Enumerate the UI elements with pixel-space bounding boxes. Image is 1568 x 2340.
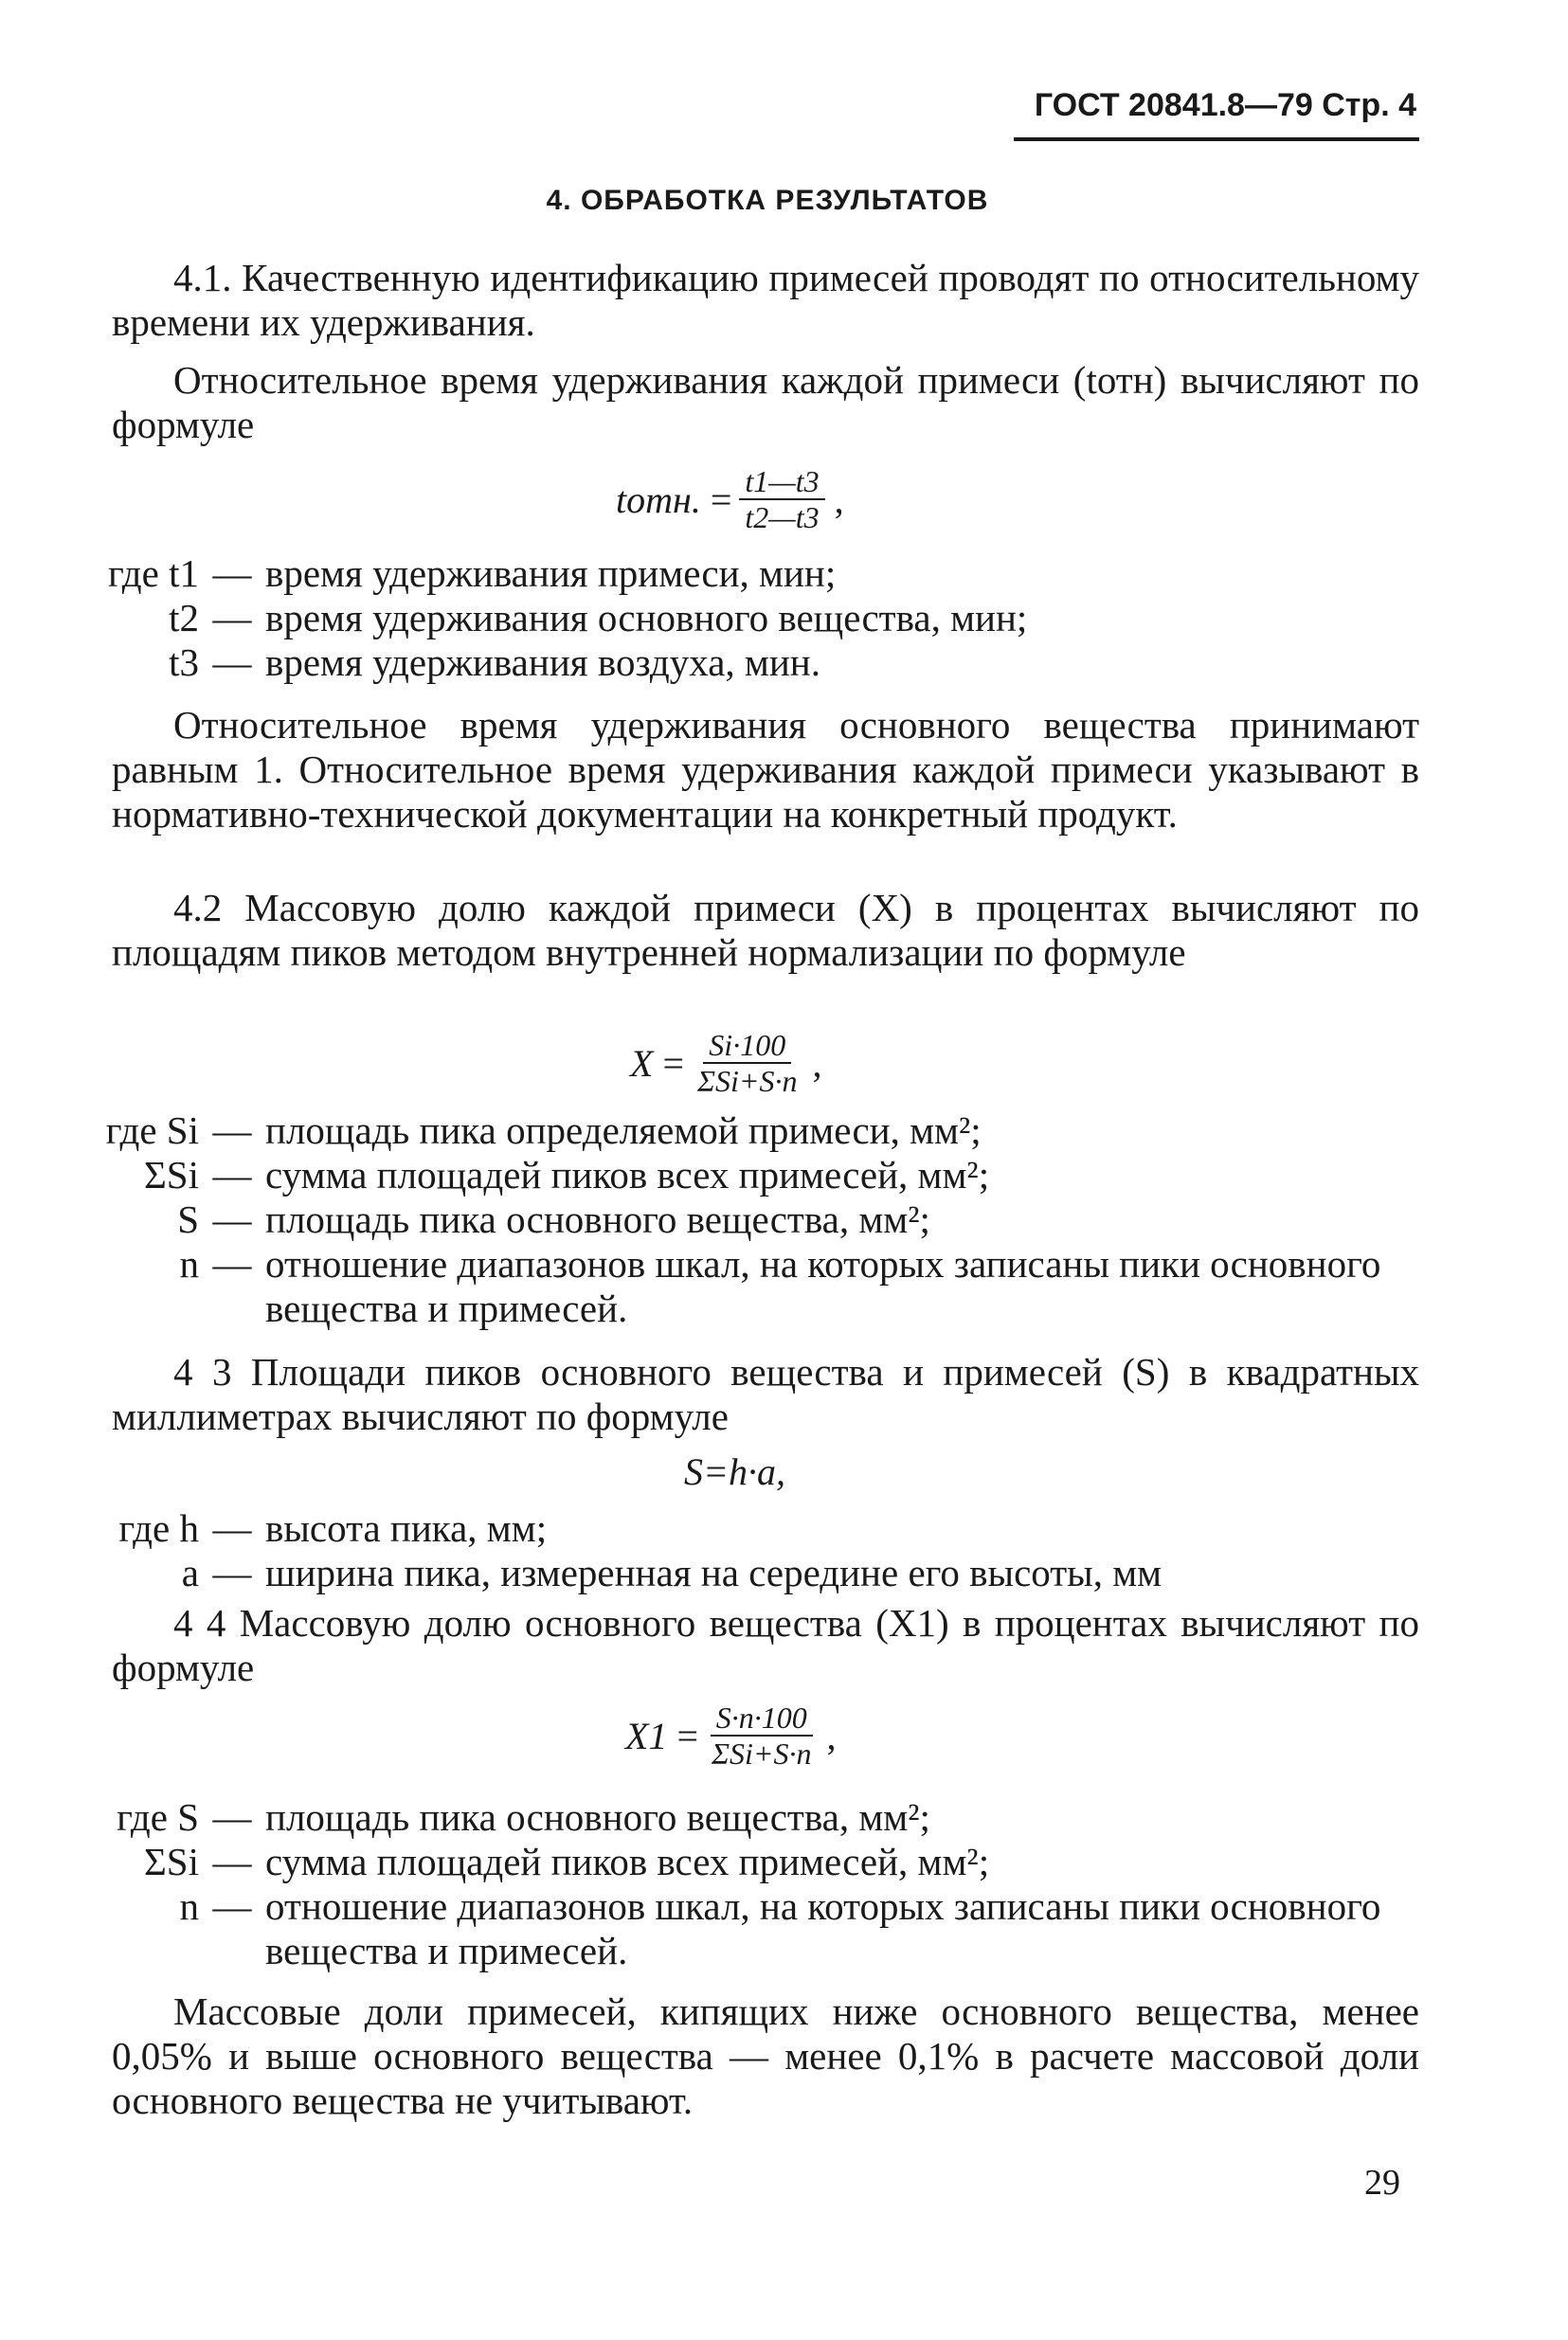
page-number: 29 (1364, 2163, 1400, 2203)
definition-row: t3 — время удерживания воздуха, мин. (169, 640, 820, 684)
formula-peak-area (684, 1449, 785, 1494)
definitions-formula-4 (0, 1795, 1421, 1973)
formula-denominator: ΣSi+S·n (697, 1064, 798, 1098)
formula-fraction (692, 1028, 803, 1098)
formula-expression: S=h·a, (684, 1450, 785, 1493)
header-rule (1014, 137, 1419, 141)
definition-row: где t1 — время удерживания примеси, мин; (108, 551, 837, 595)
definition-row: где S — площадь пика основного вещества, мм²; (117, 1795, 930, 1839)
definitions-formula-2 (0, 1108, 1421, 1331)
definition-row: t2 — время удерживания основного вещества, мин; (169, 596, 1028, 639)
formula-numerator: S·n·100 (711, 1701, 813, 1737)
definition-row: ΣSi — сумма площадей пиков всех примесей, мм²; (143, 1840, 990, 1883)
definitions-formula-3 (0, 1506, 1421, 1595)
page-header: ГОСТ 20841.8—79 Стр. 4 (1034, 87, 1416, 123)
formula-numerator: t1—t3 (739, 464, 824, 500)
formula-lhs: X (630, 1041, 654, 1085)
definition-row: a — ширина пика, измеренная на середине его высоты, мм (181, 1551, 1162, 1594)
formula-mass-fraction-main: X1 = $\frac{S\cdot n\cdot 100}{\text{ΣSi+S·n}}$ , (625, 1701, 837, 1771)
paragraph-4-1-b: Относительное время удерживания основного вещества принимают равным 1. Относительное время удерживания каждой примеси указывают в нормативно-технической документации на конкретный продукт. (112, 703, 1419, 836)
formula-fraction (739, 464, 824, 534)
paragraph-4-1-formula-intro: Относительное время удерживания каждой примеси (tотн) вычисляют по формуле (112, 358, 1419, 446)
definition-row: ΣSi — сумма площадей пиков всех примесей, мм²; (143, 1153, 990, 1197)
formula-lhs: X1 (625, 1714, 668, 1757)
definition-row: где h — высота пика, мм; (118, 1506, 548, 1550)
formula-numerator: Si·100 (703, 1028, 791, 1064)
formula-relative-time: tотн. = $\frac{t1—t3}{t2—t3}$ , (616, 464, 844, 534)
paragraph-4-4: 4 4 Массовую долю основного вещества (X1) в процентах вычисляют по формуле (112, 1601, 1419, 1689)
formula-denominator: t2—t3 (745, 500, 820, 534)
formula-fraction (706, 1701, 818, 1771)
formula-lhs: tотн. (616, 477, 701, 521)
section-title: 4. ОБРАБОТКА РЕЗУЛЬТАТОВ (546, 185, 989, 216)
paragraph-4-2: 4.2 Массовую долю каждой примеси (X) в процентах вычисляют по площадям пиков методом внутренней нормализации по формуле (112, 886, 1419, 974)
formula-mass-fraction-impurity: X = $\frac{Si\cdot 100}{\text{ΣSi+S·n}}$ , (630, 1028, 822, 1098)
formula-denominator: ΣSi+S·n (712, 1737, 812, 1771)
definition-row: n — отношение диапазонов шкал, на которых записаны пики основного вещества и примесей. (179, 1242, 1381, 1330)
definition-row: S — площадь пика основного вещества, мм²; (177, 1197, 930, 1241)
paragraph-4-1: 4.1. Качественную идентификацию примесей проводят по относительному времени их удерживания. (112, 256, 1419, 344)
definition-row: где Si — площадь пика определяемой примеси, мм²; (105, 1108, 982, 1152)
definitions-formula-1 (0, 551, 1421, 685)
paragraph-final: Массовые доли примесей, кипящих ниже основного вещества, менее 0,05% и выше основного вещества — менее 0,1% в расчете массовой доли основного вещества не учитывают. (112, 1989, 1419, 2122)
paragraph-4-3: 4 3 Площади пиков основного вещества и примесей (S) в квадратных миллиметрах вычисляют по формуле (112, 1350, 1419, 1438)
definition-row: n — отношение диапазонов шкал, на которых записаны пики основного вещества и примесей. (179, 1884, 1381, 1972)
